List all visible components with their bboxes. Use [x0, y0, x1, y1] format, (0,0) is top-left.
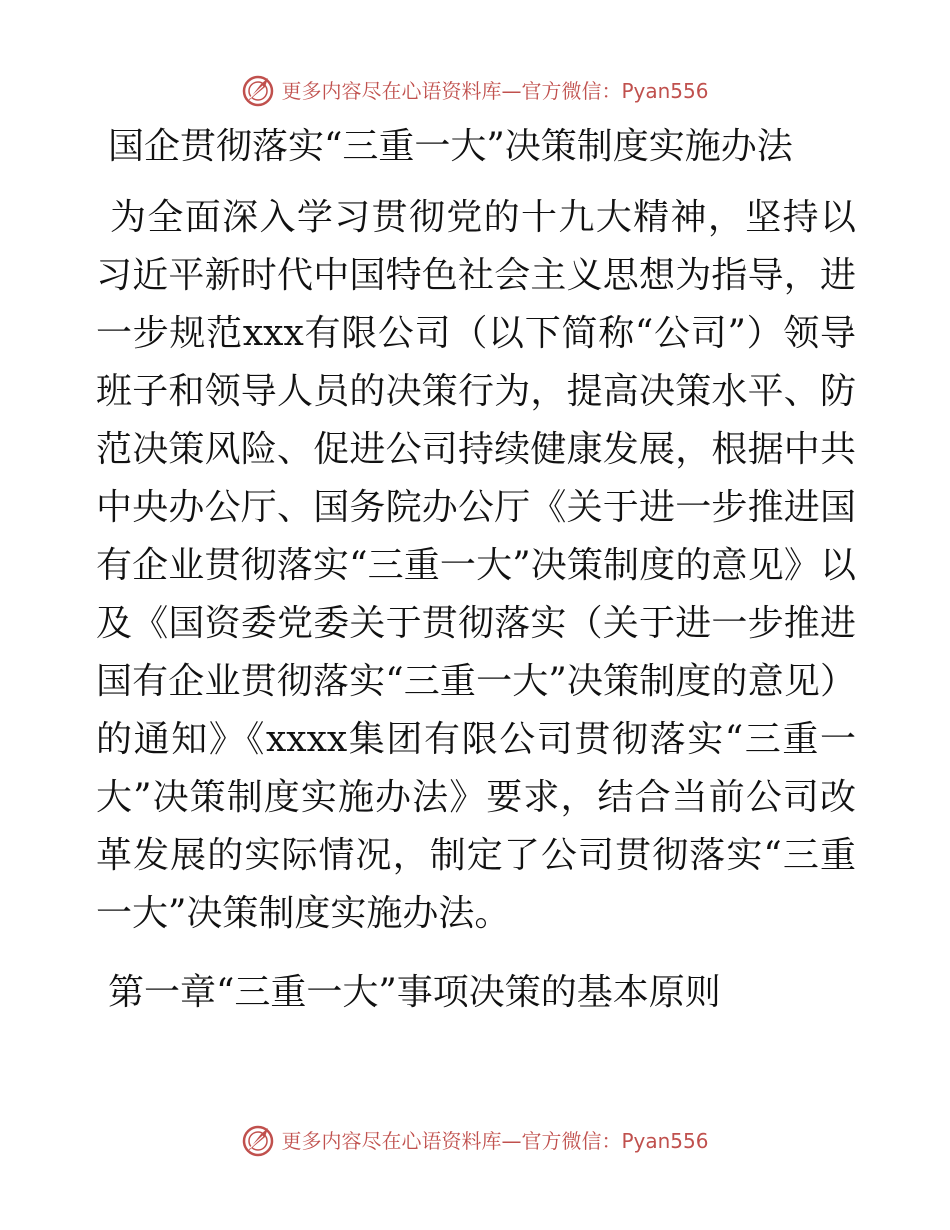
quill-logo-icon [241, 74, 275, 108]
chapter-heading: 第一章“三重一大”事项决策的基本原则 [108, 972, 721, 1013]
footer-watermark [0, 1124, 950, 1158]
intro-paragraph: 为全面深入学习贯彻党的十九大精神，坚持以习近平新时代中国特色社会主义思想为指导，进一步规范xxx有限公司（以下简称“公司”）领导班子和领导人员的决策行为，提高决策水平、防范决策风险、促进公司持续健康发展，根据中共中央办公厅、国务院办公厅《关于进一步推进国有企业贯彻落实“三重一大”决策制度的意见》以及《国资委党委关于贯彻落实（关于进一步推进国有企业贯彻落实“三重一大”决策制度的意见）的通知》《xxxx集团有限公司贯彻落实“三重一大”决策制度实施办法》要求，结合当前公司改革发展的实际情况，制定了公司贯彻落实“三重一大”决策制度实施办法。 [96, 197, 856, 934]
header-watermark [0, 74, 950, 108]
quill-logo-icon [241, 1124, 275, 1158]
watermark-text: 更多内容尽在心语资料库—官方微信：Pyan556 [281, 1129, 709, 1153]
document-title: 国企贯彻落实“三重一大”决策制度实施办法 [108, 126, 793, 167]
watermark-text: 更多内容尽在心语资料库—官方微信：Pyan556 [281, 79, 709, 103]
